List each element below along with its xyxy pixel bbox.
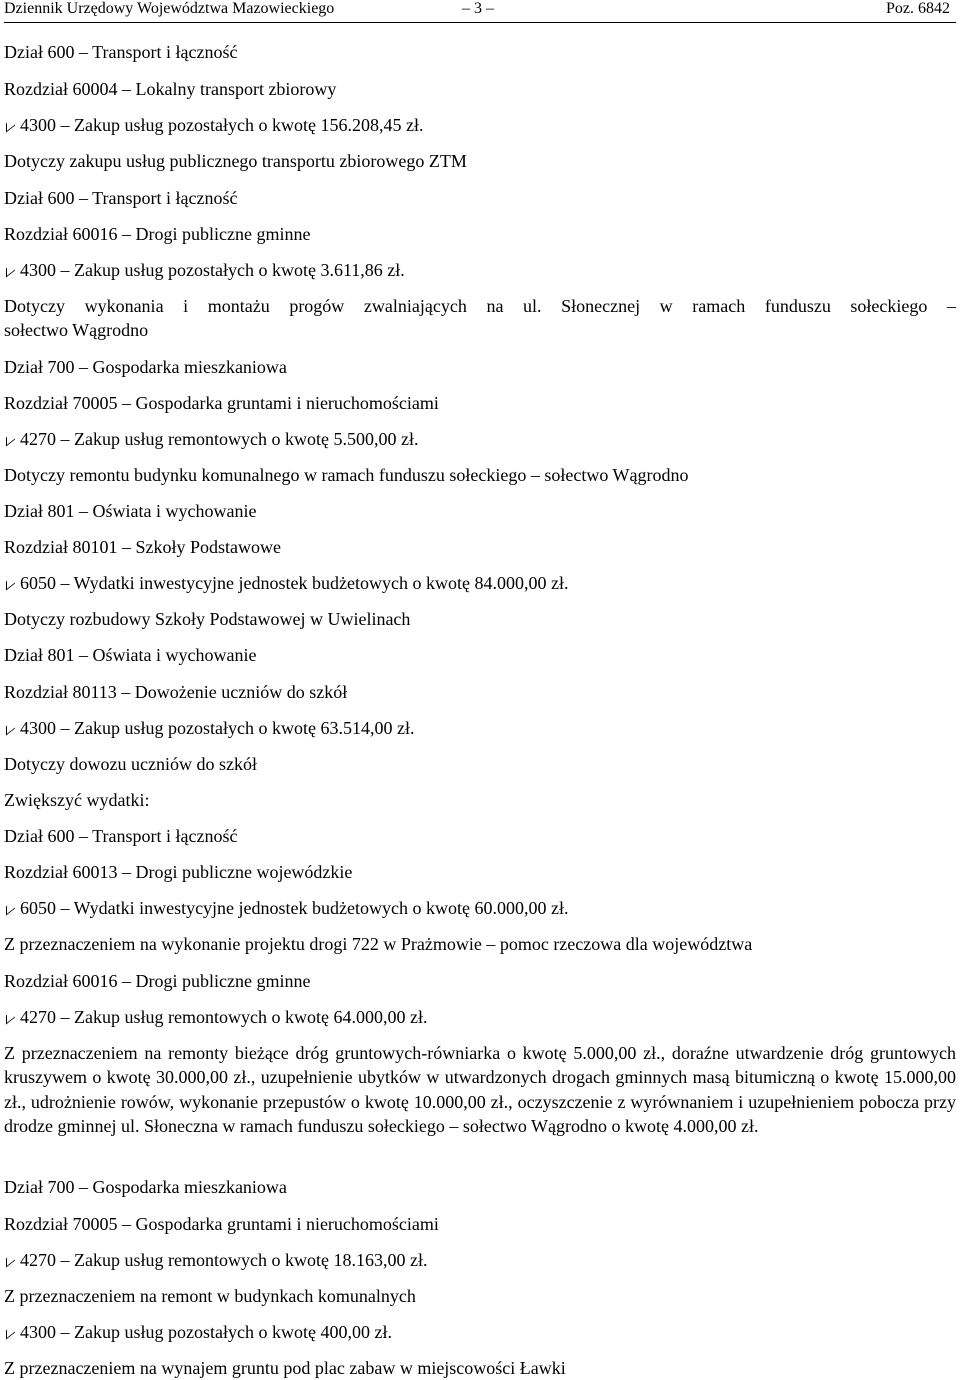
expense-item: 4300 – Zakup usług pozostałych o kwotę 400,00 zł.	[20, 1320, 956, 1344]
section-heading: Dział 700 – Gospodarka mieszkaniowa	[4, 357, 287, 377]
section-heading: Dział 600 – Transport i łączność	[4, 826, 238, 846]
section-heading: Dział 600 – Transport i łączność	[4, 42, 238, 62]
subsection-heading: Zwiększyć wydatki:	[4, 790, 150, 810]
chapter-heading: Rozdział 80113 – Dowożenie uczniów do szkół	[4, 682, 348, 702]
description-text: Dotyczy rozbudowy Szkoły Podstawowej w Uwielinach	[4, 609, 411, 629]
chapter-heading: Rozdział 70005 – Gospodarka gruntami i nieruchomościami	[4, 1214, 439, 1234]
expense-item: 6050 – Wydatki inwestycyjne jednostek budżetowych o kwotę 84.000,00 zł.	[20, 571, 956, 595]
chapter-heading: Rozdział 80101 – Szkoły Podstawowe	[4, 537, 281, 557]
description-text: Z przeznaczeniem na wynajem gruntu pod plac zabaw w miejscowości Ławki	[4, 1358, 566, 1378]
description-text: Dotyczy dowozu uczniów do szkół	[4, 754, 257, 774]
expense-item: 4270 – Zakup usług remontowych o kwotę 64.000,00 zł.	[20, 1005, 956, 1029]
chapter-heading: Rozdział 70005 – Gospodarka gruntami i nieruchomościami	[4, 393, 439, 413]
chapter-heading: Rozdział 60004 – Lokalny transport zbiorowy	[4, 79, 337, 99]
description-text: Dotyczy remontu budynku komunalnego w ramach funduszu sołeckiego – sołectwo Wągrodno	[4, 465, 689, 485]
description-text: Dotyczy wykonania i montażu progów zwalniających na ul. Słonecznej w ramach funduszu sołeckiego –	[4, 296, 956, 316]
section-heading: Dział 801 – Oświata i wychowanie	[4, 645, 257, 665]
expense-item: 4300 – Zakup usług pozostałych o kwotę 156.208,45 zł.	[20, 113, 956, 137]
chapter-heading: Rozdział 60016 – Drogi publiczne gminne	[4, 224, 311, 244]
description-paragraph: Z przeznaczeniem na remonty bieżące dróg gruntowych-równiarka o kwotę 5.000,00 zł., doraźne utwardzenie dróg gruntowych kruszywem o kwotę 30.000,00 zł., uzupełnienie ubytków w utwardzonych drogach gminnych masą bitumiczną o kwotę 15.000,00 zł., udrożnienie rowów, wykonanie przepustów o kwotę 10.000,00 zł., oczyszczenie z wyrównaniem i uzupełnieniem pobocza przy drodze gminnej ul. Słoneczna w ramach funduszu sołeckiego – sołectwo Wągrodno o kwotę 4.000,00 zł.	[4, 1043, 956, 1136]
chapter-heading: Rozdział 60013 – Drogi publiczne wojewódzkie	[4, 862, 353, 882]
description-text: Z przeznaczeniem na wykonanie projektu drogi 722 w Prażmowie – pomoc rzeczowa dla województwa	[4, 934, 753, 954]
expense-item: 4300 – Zakup usług pozostałych o kwotę 63.514,00 zł.	[20, 716, 956, 740]
page-number: – 3 –	[462, 0, 494, 17]
position-number: Poz. 6842	[886, 0, 950, 17]
section-heading: Dział 600 – Transport i łączność	[4, 188, 238, 208]
expense-item: 6050 – Wydatki inwestycyjne jednostek budżetowych o kwotę 60.000,00 zł.	[20, 896, 956, 920]
chapter-heading: Rozdział 60016 – Drogi publiczne gminne	[4, 971, 311, 991]
description-text-continued: sołectwo Wągrodno	[4, 320, 149, 340]
section-heading: Dział 801 – Oświata i wychowanie	[4, 501, 257, 521]
description-text: Z przeznaczeniem na remont w budynkach komunalnych	[4, 1286, 416, 1306]
expense-item: 4270 – Zakup usług remontowych o kwotę 5.500,00 zł.	[20, 427, 956, 451]
expense-item: 4300 – Zakup usług pozostałych o kwotę 3.611,86 zł.	[20, 258, 956, 282]
section-heading: Dział 700 – Gospodarka mieszkaniowa	[4, 1177, 287, 1197]
journal-title: Dziennik Urzędowy Województwa Mazowieckiego	[4, 0, 335, 17]
page-header	[4, 0, 956, 23]
description-text: Dotyczy zakupu usług publicznego transportu zbiorowego ZTM	[4, 151, 467, 171]
expense-item: 4270 – Zakup usług remontowych o kwotę 18.163,00 zł.	[20, 1248, 956, 1272]
